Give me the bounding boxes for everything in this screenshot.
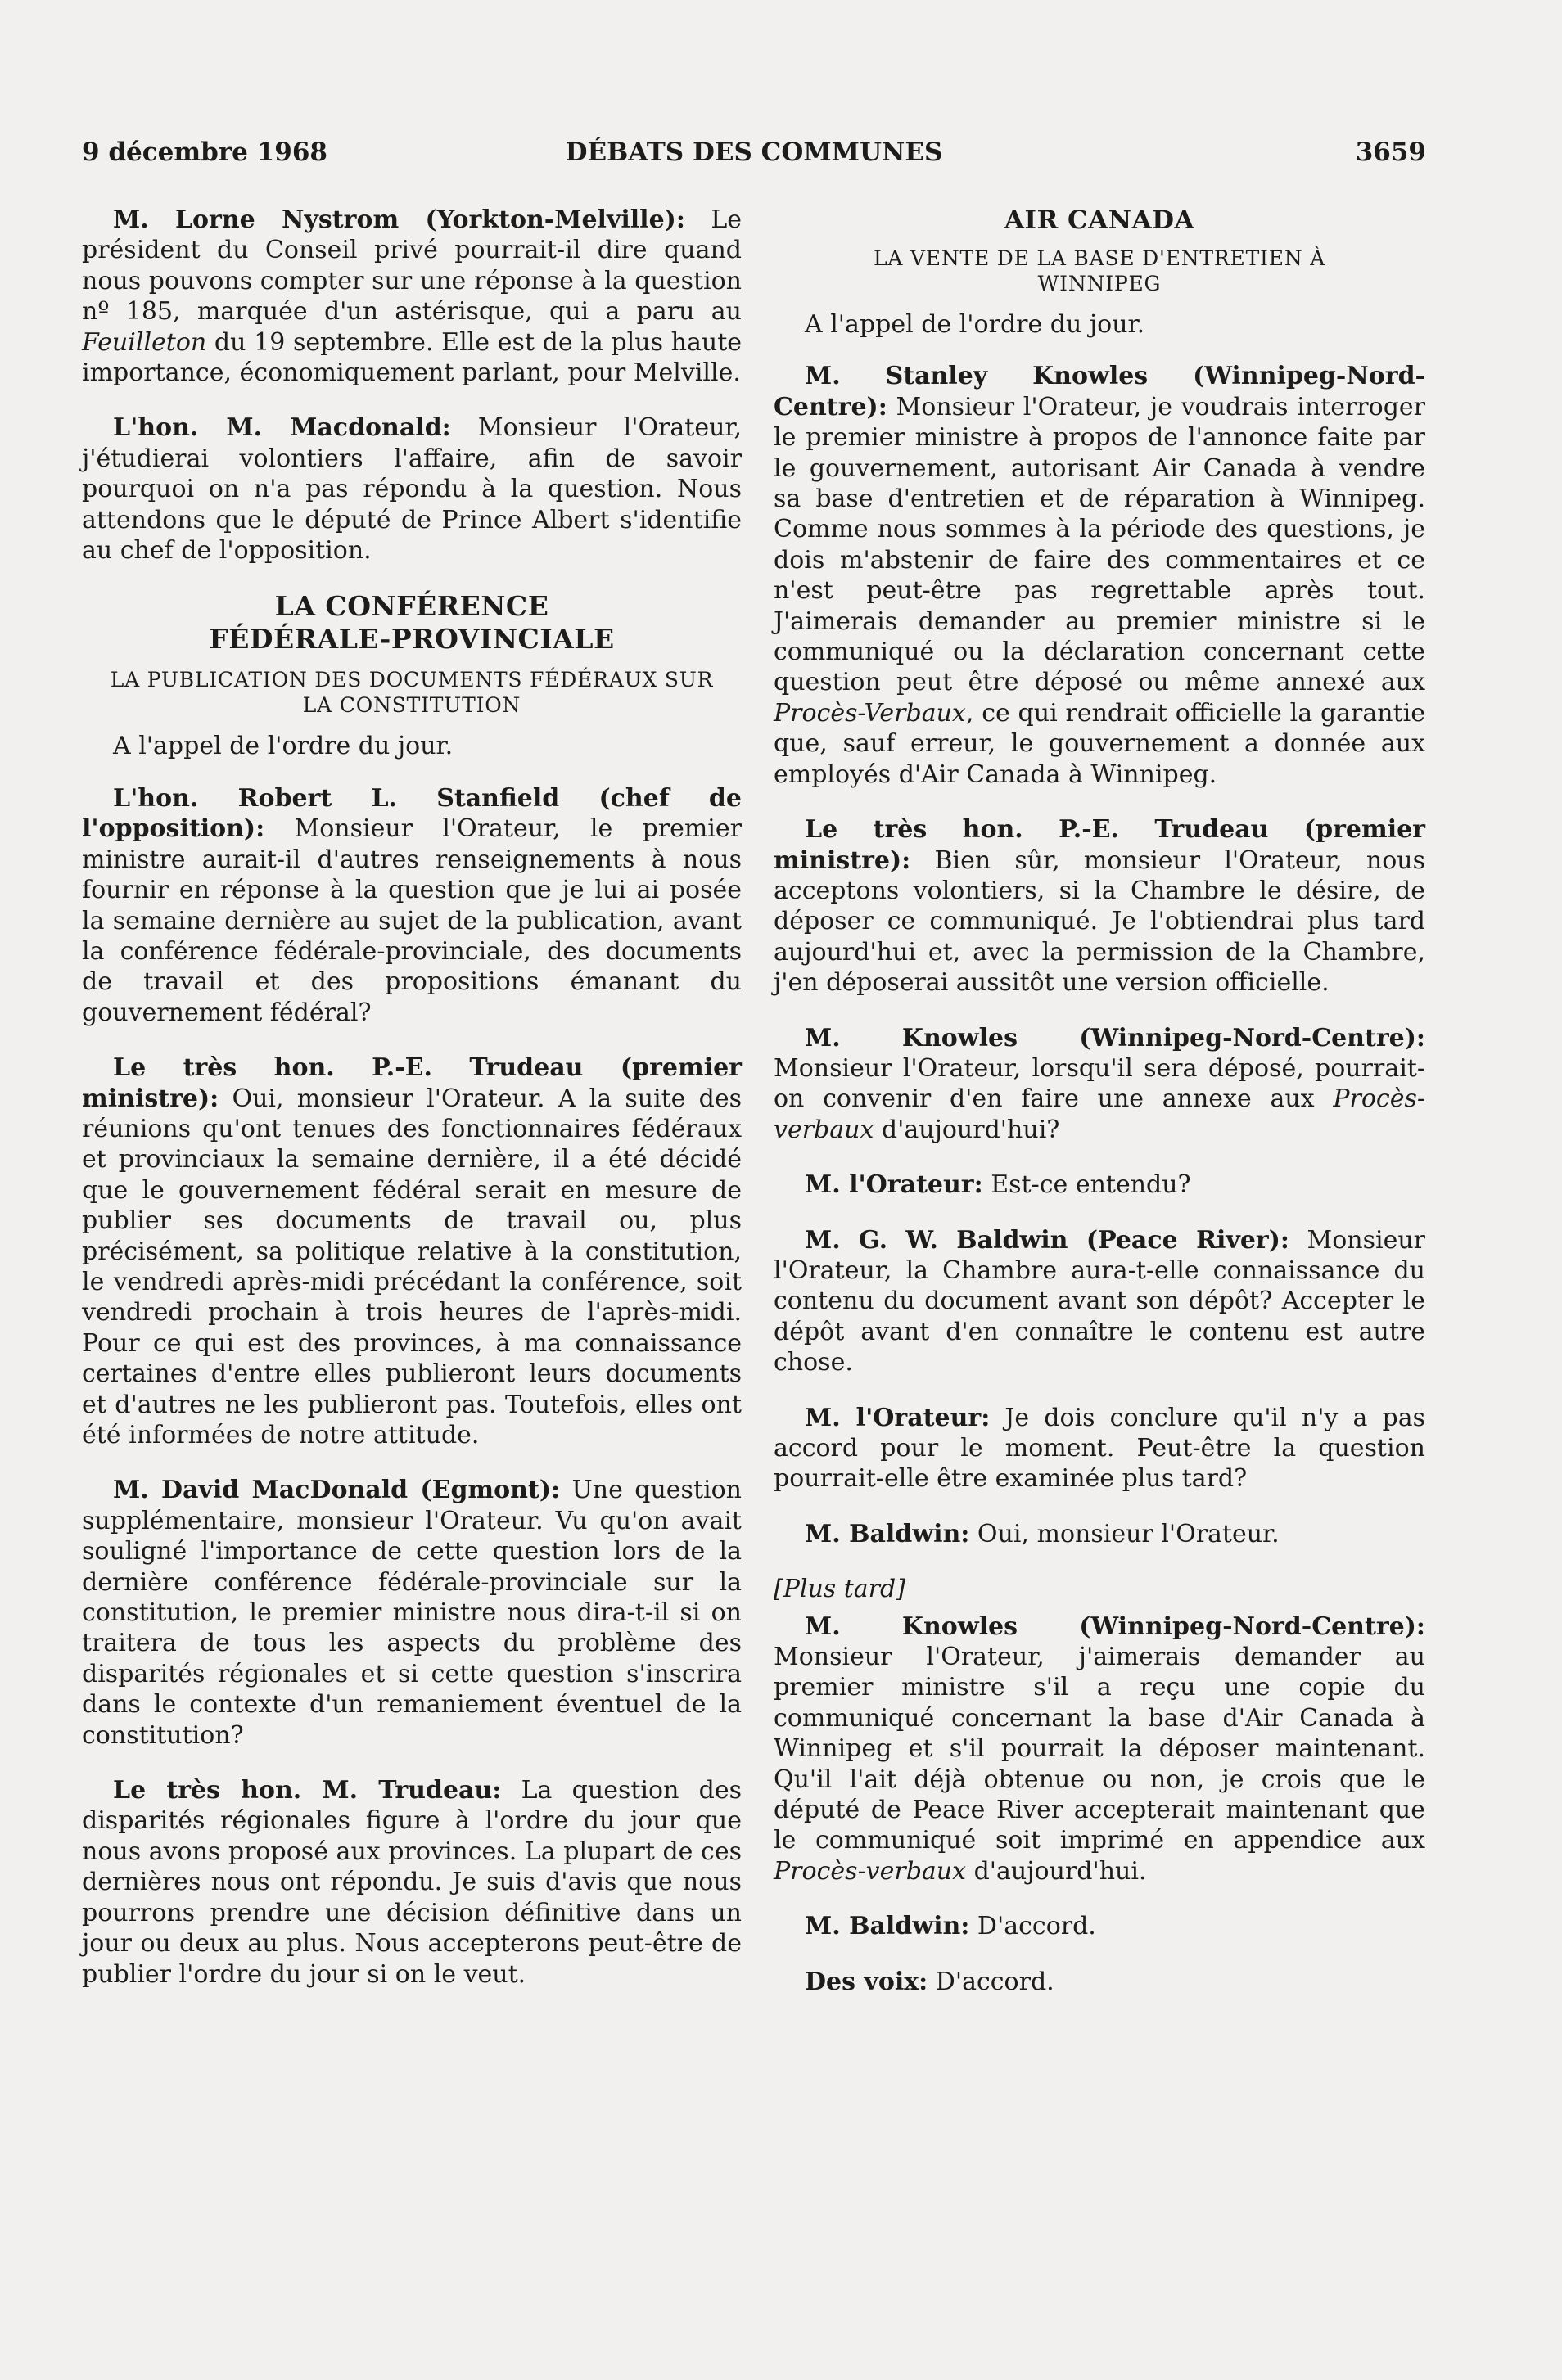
left-column — [82, 205, 742, 2014]
speech-text: Bien sûr, monsieur l'Orateur, nous acceptons volontiers, si la Chambre le désire, de déposer ce communiqué. Je l'obtiendrai plus tard aujourd'hui et, avec la permission de la Chambre, j'en déposerai aussitôt une version officielle. — [774, 845, 1425, 998]
later-note: [Plus tard] — [774, 1575, 905, 1604]
speaker-name: M. G. W. Baldwin (Peace River): — [805, 1225, 1290, 1255]
section-title-air-canada: AIR CANADA — [1004, 205, 1195, 235]
speech-text: Je dois conclure qu'il n'y a pas accord pour le moment. Peut-être la question pourrait-elle être examinée plus tard? — [774, 1403, 1425, 1494]
speaker-name: Le très hon. P.-E. Trudeau (premier ministre): — [82, 1053, 742, 1113]
paragraph-voices — [774, 1967, 1425, 1997]
paragraph-trudeau-2 — [82, 1775, 742, 1990]
speaker-name: L'hon. Robert L. Stanfield (chef de l'opposition): — [82, 783, 742, 844]
speech-text: Est-ce entendu? — [982, 1170, 1191, 1200]
speaker-name: Des voix: — [805, 1967, 928, 1996]
speech-text: La question des disparités régionales figure à l'ordre du jour que nous avons proposé aux provinces. La plupart de ces dernières nous ont répondu. Je suis d'avis que nous pourrons prendre une décision définitive dans un jour ou deux au plus. Nous accepterons peut-être de publier l'ordre du jour si on le veut. — [82, 1776, 742, 1989]
speaker-name: M. Lorne Nystrom (Yorkton-Melville): — [113, 205, 685, 234]
page-header — [82, 137, 1426, 178]
speaker-name: M. Baldwin: — [805, 1519, 970, 1548]
speech-text: Monsieur l'Orateur, j'aimerais demander au premier ministre s'il a reçu une copie du communiqué concernant la base d'Air Canada à Winnipeg et s'il pourrait la déposer maintenant. Qu'il l'ait déjà obtenue ou non, je crois que le député de Peace River accepterait maintenant que le communiqué soit imprimé en appendice aux — [774, 1643, 1425, 1855]
speech-text: D'accord. — [969, 1912, 1096, 1941]
paragraph-trudeau-3 — [774, 814, 1425, 998]
italic-text: Procès-Verbaux — [774, 698, 966, 728]
speech-text: Monsieur l'Orateur, je voudrais interroger le premier ministre à propos de l'annonce faite par le gouvernement, autorisant Air Canada à vendre sa base d'entretien et de réparation à Winnipeg. Comme nous sommes à la période des questions, je dois m'abstenir de faire des commentaires et ce n'est peut-être pas regrettable après tout. J'aimerais demander au premier ministre si le communiqué ou la déclaration concernant cette question peut être déposé ou même annexé aux — [774, 392, 1425, 697]
speaker-name: M. l'Orateur: — [805, 1403, 991, 1432]
speech-text: Monsieur l'Orateur, lorsqu'il sera déposé, pourrait-on convenir d'en faire une annexe aux — [774, 1053, 1425, 1114]
header-title: DÉBATS DES COMMUNES — [565, 137, 943, 167]
speech-text: D'accord. — [928, 1967, 1054, 1996]
speaker-name: M. l'Orateur: — [805, 1170, 983, 1200]
section-title-conference — [82, 590, 742, 656]
speech-text: du 19 septembre. Elle est de la plus haute importance, économiquement parlant, pour Melville. — [82, 327, 742, 388]
header-date: 9 décembre 1968 — [82, 137, 327, 167]
speech-text: , ce qui rendrait officielle la garantie que, sauf erreur, le gouvernement a donnée aux employés d'Air Canada à Winnipeg. — [774, 698, 1425, 789]
italic-text: Procès-verbaux — [774, 1856, 967, 1886]
paragraph-nystrom — [82, 205, 742, 388]
paragraph-stanfield — [82, 783, 742, 1028]
paragraph-macdonald — [82, 412, 742, 566]
paragraph-baldwin-3 — [774, 1911, 1425, 1941]
paragraph-knowles-1 — [774, 361, 1425, 790]
paragraph-baldwin-2 — [774, 1519, 1425, 1549]
subheading-publication: LA PUBLICATION DES DOCUMENTS FÉDÉRAUX SUR LA CONSTITUTION — [110, 668, 714, 718]
speech-text: Oui, monsieur l'Orateur. A la suite des réunions qu'ont tenues des fonctionnaires fédéraux et provinciaux la semaine dernière, il a été décidé que le gouvernement fédéral serait en mesure de publier ses documents de travail ou, plus précisément, sa politique relative à la constitution, le vendredi après-midi précédant la conférence, soit vendredi prochain à trois heures de l'après-midi. Pour ce qui est des provinces, à ma connaissance certaines d'entre elles publieront leurs documents et d'autres ne les publieront pas. Toutefois, elles ont été informées de notre attitude. — [82, 1084, 742, 1449]
order-of-day: A l'appel de l'ordre du jour. — [805, 310, 1145, 339]
speech-text: Oui, monsieur l'Orateur. — [969, 1519, 1280, 1548]
paragraph-knowles-2 — [774, 1023, 1425, 1146]
paragraph-speaker-2 — [774, 1403, 1425, 1494]
speaker-name: Le très hon. M. Trudeau: — [113, 1776, 502, 1805]
speech-text: Une question supplémentaire, monsieur l'Orateur. Vu qu'on avait souligné l'importance de cette question lors de la dernière conférence fédérale-provinciale sur la constitution, le premier ministre nous dira-t-il si on traitera de tous les aspects du problème des disparités régionales et si cette question s'inscrira dans le contexte d'un remaniement éventuel de la constitution? — [82, 1476, 742, 1750]
speech-text: Monsieur l'Orateur, j'étudierai volontiers l'affaire, afin de savoir pourquoi on n'a pas répondu à la question. Nous attendons que le député de Prince Albert s'identifie au chef de l'opposition. — [82, 413, 742, 566]
section-title-line: LA CONFÉRENCE — [274, 590, 549, 623]
paragraph-david-macdonald — [82, 1475, 742, 1751]
speech-text: d'aujourd'hui. — [966, 1856, 1147, 1886]
paragraph-baldwin-1 — [774, 1225, 1425, 1378]
subheading-winnipeg-base: LA VENTE DE LA BASE D'ENTRETIEN À WINNIPEG — [873, 246, 1326, 295]
section-title-line: FÉDÉRALE-PROVINCIALE — [209, 623, 615, 656]
right-column — [774, 205, 1425, 2022]
order-of-day: A l'appel de l'ordre du jour. — [113, 732, 454, 761]
page-number: 3659 — [1355, 137, 1426, 167]
speaker-name: M. Baldwin: — [805, 1912, 970, 1941]
paragraph-knowles-3 — [774, 1611, 1425, 1887]
speaker-name: M. Knowles (Winnipeg-Nord-Centre): — [805, 1611, 1425, 1641]
speaker-name: M. David MacDonald (Egmont): — [113, 1476, 561, 1505]
speaker-name: L'hon. M. Macdonald: — [113, 413, 451, 443]
speech-text: Monsieur l'Orateur, la Chambre aura-t-elle connaissance du contenu du document avant son dépôt? Accepter le dépôt avant d'en connaître le contenu est autre chose. — [774, 1225, 1426, 1377]
italic-text: Feuilleton — [82, 327, 207, 357]
paragraph-trudeau-1 — [82, 1053, 742, 1450]
speaker-name: M. Knowles (Winnipeg-Nord-Centre): — [805, 1023, 1425, 1053]
paragraph-speaker-1 — [774, 1170, 1425, 1200]
speech-text: Le président du Conseil privé pourrait-il dire quand nous pouvons compter sur une réponse à la question nº 185, marquée d'un astérisque, qui a paru au — [82, 205, 742, 327]
italic-text: Procès-verbaux — [774, 1084, 1425, 1144]
speaker-name: Le très hon. P.-E. Trudeau (premier ministre): — [774, 815, 1425, 875]
speech-text: Monsieur l'Orateur, le premier ministre aurait-il d'autres renseignements à nous fournir en réponse à la question que je lui ai posée la semaine dernière au sujet de la publication, avant la conférence fédérale-provinciale, des documents de travail et des propositions émanant du gouvernement fédéral? — [82, 814, 742, 1027]
speech-text: d'aujourd'hui? — [874, 1115, 1060, 1144]
speaker-name: M. Stanley Knowles (Winnipeg-Nord-Centre): — [774, 362, 1425, 421]
